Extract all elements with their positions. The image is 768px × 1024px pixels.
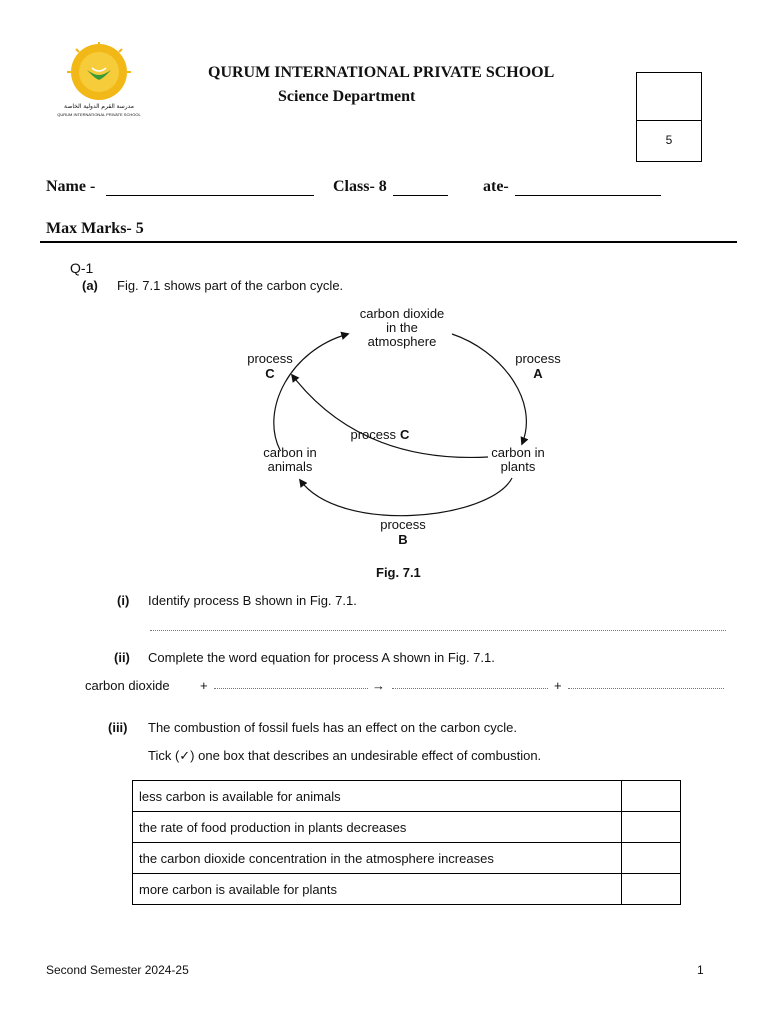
node-atmosphere [360,306,445,349]
equation-arrow: → [372,678,385,693]
process-c-inner-word: process [350,427,396,442]
process-a-label [515,351,561,381]
equation-start: carbon dioxide [85,678,170,693]
plants-line-2: plants [500,459,536,474]
marks-box[interactable] [636,72,702,162]
total-marks: 5 [665,133,673,147]
marks-box-divider [637,120,701,121]
part-i-answer-line[interactable] [150,630,726,631]
footer-semester: Second Semester 2024-25 [46,963,189,977]
plants-line-1: carbon in [491,445,545,460]
question-number: Q-1 [70,260,94,276]
carbon-cycle-diagram [230,300,570,560]
class-label: Class- 8 [333,178,387,195]
atmosphere-line-1: carbon dioxide [359,306,445,321]
part-i-text: Identify process B shown in Fig. 7.1. [148,593,357,608]
footer-page-number: 1 [697,963,704,977]
part-ii-label: (ii) [114,650,130,665]
tick-box[interactable] [622,843,681,874]
atmosphere-line-2: in the [386,320,418,335]
table-row [133,781,681,812]
option-text: the rate of food production in plants decreases [133,812,622,843]
arrow-process-c-inner [292,375,488,457]
tick-instruction: Tick (✓) one box that describes an undesirable effect of combustion. [148,748,542,763]
process-c-top-label [247,351,293,381]
word-equation [85,678,170,693]
tick-box[interactable] [622,812,681,843]
equation-blank-3[interactable] [568,688,724,689]
process-a-letter: A [533,366,543,381]
part-iii-text: The combustion of fossil fuels has an effect on the carbon cycle. [148,720,518,735]
process-c-inner-label [350,427,410,442]
animals-line-1: carbon in [263,445,317,460]
process-b-label [380,517,426,547]
option-text: more carbon is available for plants [133,874,622,905]
table-row [133,843,681,874]
equation-plus-2: + [554,678,562,693]
option-text: the carbon dioxide concentration in the atmosphere increases [133,843,622,874]
tick-box[interactable] [622,781,681,812]
option-text: less carbon is available for animals [133,781,622,812]
part-ii-text: Complete the word equation for process A shown in Fig. 7.1. [148,650,495,665]
name-label: Name - [46,178,96,195]
equation-plus-1: + [200,678,208,693]
equation-blank-2[interactable] [392,688,548,689]
figure-caption: Fig. 7.1 [376,565,421,580]
department-name: Science Department [278,88,416,105]
name-field[interactable] [106,195,314,196]
table-row [133,874,681,905]
date-field[interactable] [515,195,661,196]
options-table [132,780,681,905]
max-marks-label: Max Marks- 5 [46,220,144,237]
part-a-text: Fig. 7.1 shows part of the carbon cycle. [117,278,344,293]
sun-emblem-icon [67,42,131,100]
arrow-process-b [300,478,512,516]
node-plants [491,445,544,474]
header-divider [40,241,737,243]
tick-box[interactable] [622,874,681,905]
process-c-top-letter: C [265,366,275,381]
animals-line-2: animals [267,459,313,474]
table-row [133,812,681,843]
school-name: QURUM INTERNATIONAL PRIVATE SCHOOL [208,64,555,81]
node-animals [263,445,316,474]
logo-arabic-text: مدرسة القرم الدولية الخاصة [64,104,134,110]
process-b-word: process [380,517,426,532]
part-iii-label: (iii) [108,720,128,735]
class-field[interactable] [393,195,448,196]
school-logo [54,42,144,122]
part-a-label: (a) [82,278,98,293]
process-b-letter: B [398,532,408,547]
logo-english-text: QURUM INTERNATIONAL PRIVATE SCHOOL [57,112,141,117]
part-i-label: (i) [117,593,130,608]
process-a-word: process [515,351,561,366]
process-c-top-word: process [247,351,293,366]
equation-blank-1[interactable] [214,688,368,689]
process-c-inner-letter: C [400,427,410,442]
date-label: ate- [483,178,509,195]
atmosphere-line-3: atmosphere [367,334,437,349]
